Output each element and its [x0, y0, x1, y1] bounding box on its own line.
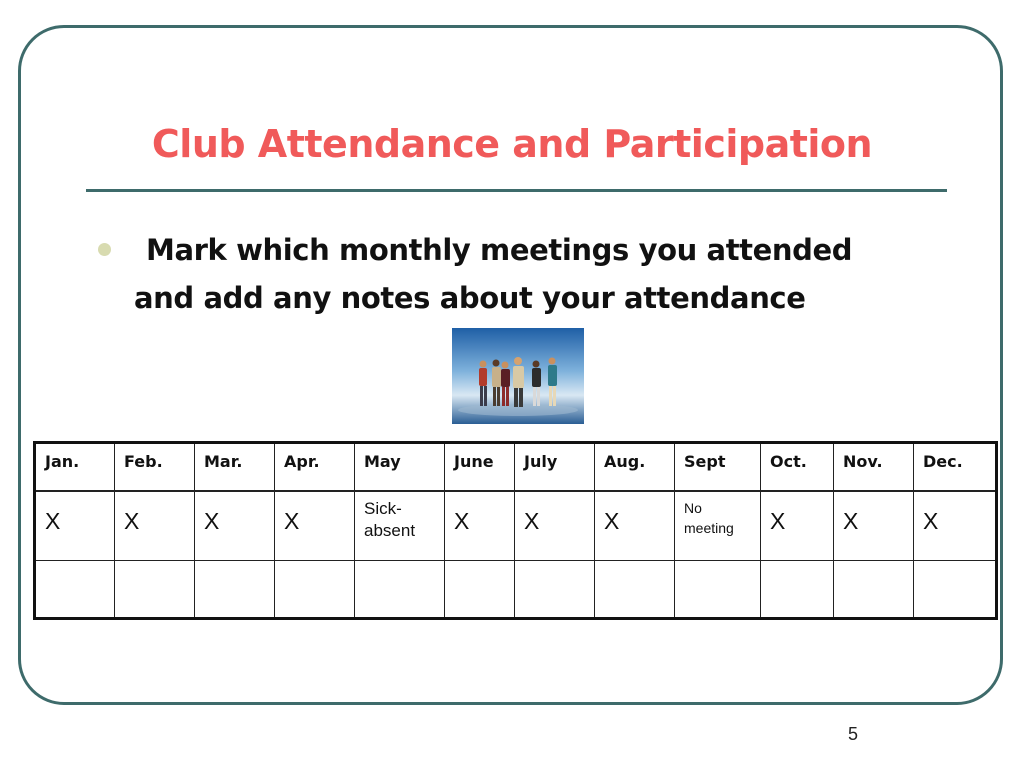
header-cell: June [445, 443, 515, 491]
empty-cell[interactable] [195, 561, 275, 619]
header-row [35, 443, 997, 491]
attendance-row [35, 491, 997, 561]
attended-mark: X [204, 507, 220, 534]
empty-cell[interactable] [834, 561, 914, 619]
empty-cell[interactable] [115, 561, 195, 619]
notes-row [35, 561, 997, 619]
attendance-cell[interactable] [761, 491, 834, 561]
empty-cell[interactable] [445, 561, 515, 619]
bullet-icon [98, 243, 111, 256]
attended-mark: X [770, 507, 786, 534]
bullet-instruction [134, 226, 934, 322]
empty-cell[interactable] [515, 561, 595, 619]
bullet-line-2: and add any notes about your attendance [134, 281, 806, 315]
header-cell: Aug. [595, 443, 675, 491]
attendance-cell[interactable] [275, 491, 355, 561]
empty-cell[interactable] [355, 561, 445, 619]
attendance-cell[interactable] [35, 491, 115, 561]
header-cell: Feb. [115, 443, 195, 491]
attendance-note: No meeting [684, 499, 734, 536]
empty-cell[interactable] [35, 561, 115, 619]
header-cell: Oct. [761, 443, 834, 491]
attended-mark: X [604, 507, 620, 534]
empty-cell[interactable] [275, 561, 355, 619]
attendance-cell[interactable] [834, 491, 914, 561]
page-number: 5 [848, 724, 859, 744]
header-cell: May [355, 443, 445, 491]
empty-cell[interactable] [914, 561, 997, 619]
attended-mark: X [923, 507, 939, 534]
title-divider [86, 189, 947, 192]
header-cell: July [515, 443, 595, 491]
empty-cell[interactable] [761, 561, 834, 619]
attendance-note: Sick- absent [364, 498, 416, 540]
slide-title: Club Attendance and Participation [151, 122, 873, 166]
attendance-cell[interactable] [914, 491, 997, 561]
attendance-cell[interactable] [195, 491, 275, 561]
header-cell: Nov. [834, 443, 914, 491]
empty-cell[interactable] [675, 561, 761, 619]
empty-cell[interactable] [595, 561, 675, 619]
attendance-cell[interactable] [595, 491, 675, 561]
attended-mark: X [454, 507, 470, 534]
attendance-cell[interactable] [355, 491, 445, 561]
attended-mark: X [124, 507, 140, 534]
attendance-cell[interactable] [515, 491, 595, 561]
attended-mark: X [524, 507, 540, 534]
attended-mark: X [45, 507, 61, 534]
header-cell: Apr. [275, 443, 355, 491]
attendance-cell[interactable] [675, 491, 761, 561]
header-cell: Dec. [914, 443, 997, 491]
bullet-line-1: Mark which monthly meetings you attended [146, 233, 853, 267]
attendance-table [33, 441, 998, 620]
header-cell: Sept [675, 443, 761, 491]
group-people-photo [452, 328, 584, 424]
header-cell: Mar. [195, 443, 275, 491]
header-cell: Jan. [35, 443, 115, 491]
attendance-cell[interactable] [445, 491, 515, 561]
attended-mark: X [284, 507, 300, 534]
attended-mark: X [843, 507, 859, 534]
attendance-cell[interactable] [115, 491, 195, 561]
